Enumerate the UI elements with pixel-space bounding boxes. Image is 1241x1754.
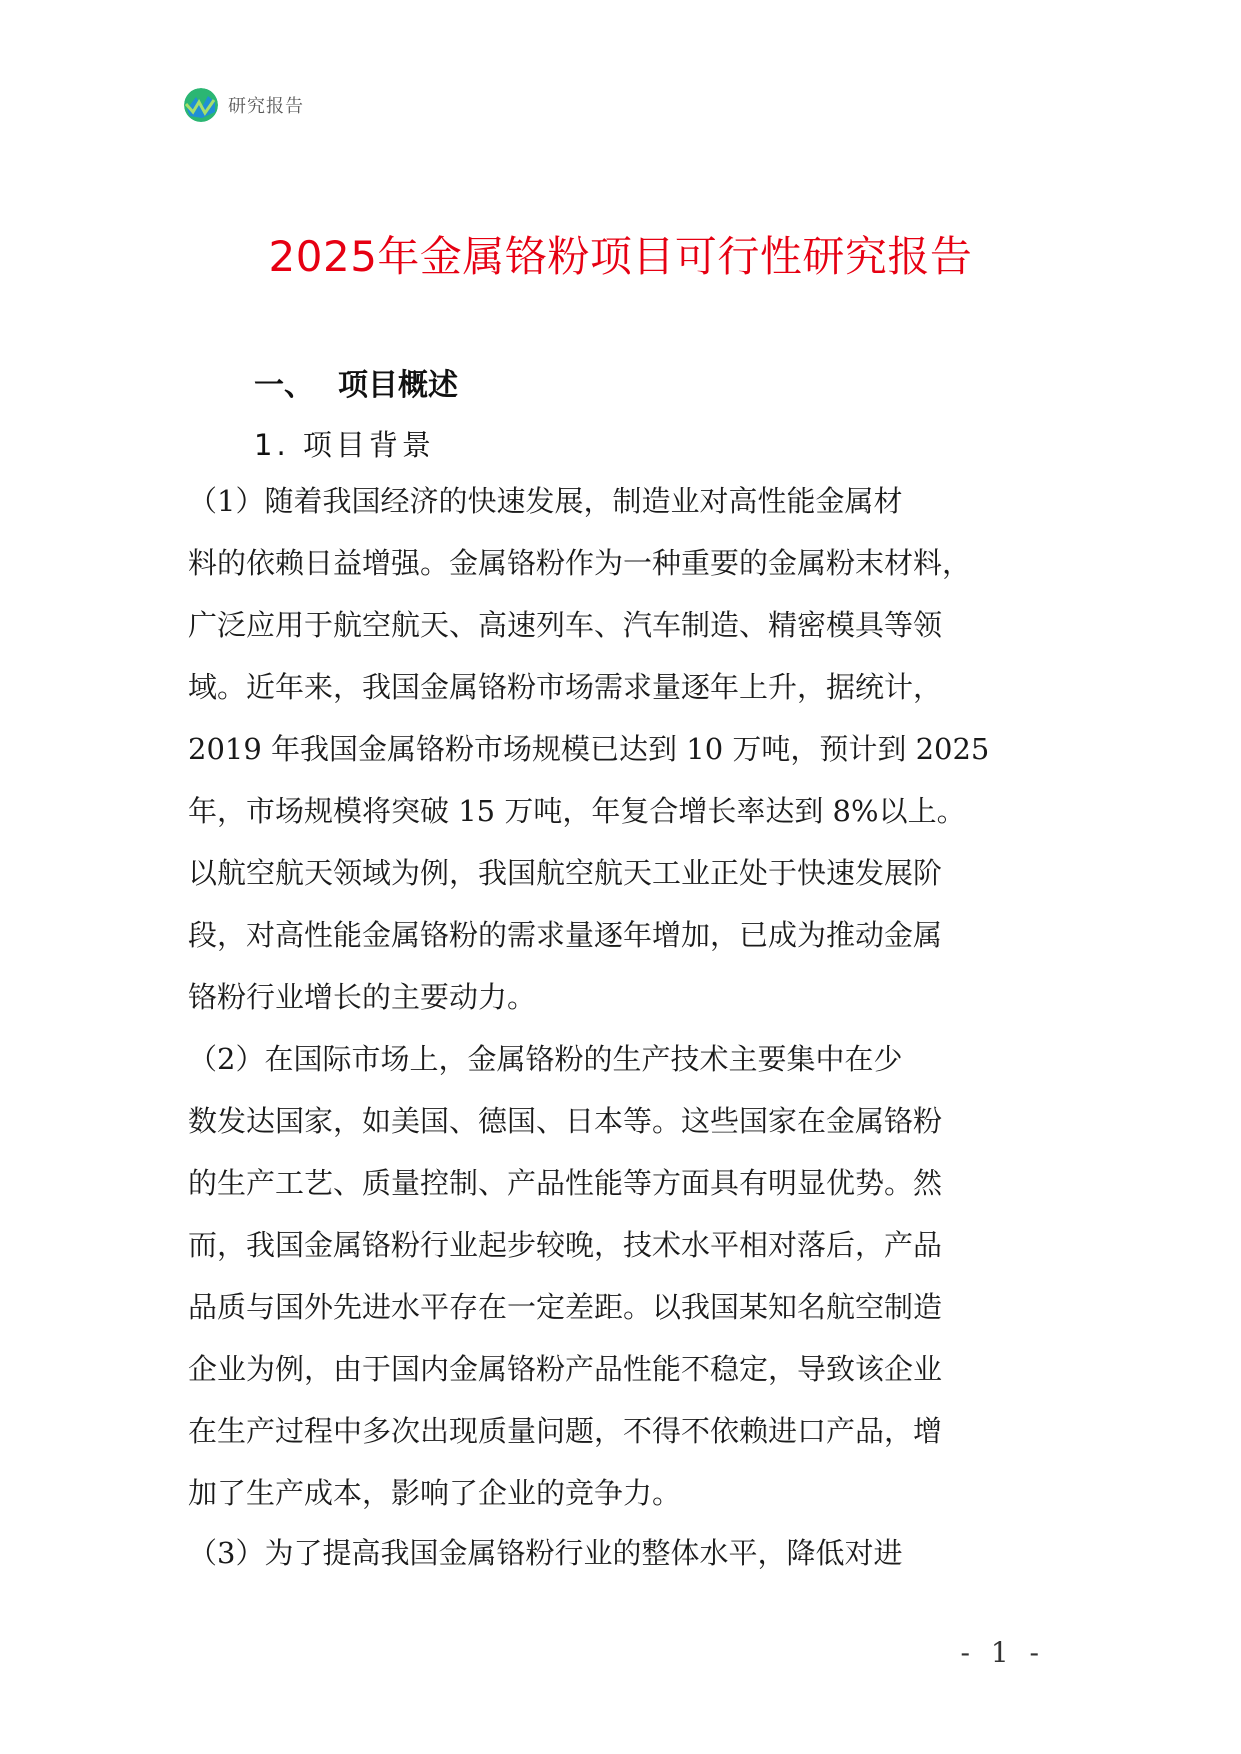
text-line: 加了生产成本，影响了企业的竞争力。 (188, 1476, 682, 1510)
text-line: （3）为了提高我国金属铬粉行业的整体水平，降低对进 (188, 1536, 903, 1570)
paragraph-3 (188, 1522, 1048, 1584)
section-label: 项目概述 (338, 368, 458, 403)
header-label: 研究报告 (228, 96, 304, 117)
text-line: （1）随着我国经济的快速发展，制造业对高性能金属材 (188, 484, 903, 518)
section-heading (254, 360, 458, 404)
text-line: 广泛应用于航空航天、高速列车、汽车制造、精密模具等领 (188, 608, 943, 642)
text-line: 企业为例，由于国内金属铬粉产品性能不稳定，导致该企业 (188, 1352, 943, 1386)
page-header (184, 88, 304, 122)
text-line: 段，对高性能金属铬粉的需求量逐年增加，已成为推动金属 (188, 918, 943, 952)
text-line: 品质与国外先进水平存在一定差距。以我国某知名航空制造 (188, 1290, 943, 1324)
text-line: 年，市场规模将突破 15 万吨，年复合增长率达到 8%以上。 (188, 794, 966, 828)
document-title: 2025年金属铬粉项目可行性研究报告 (268, 232, 973, 281)
text-line: 料的依赖日益增强。金属铬粉作为一种重要的金属粉末材料， (188, 546, 972, 580)
subsection-heading: 1. 项目背景 (254, 428, 435, 462)
text-line: 而，我国金属铬粉行业起步较晚，技术水平相对落后，产品 (188, 1228, 943, 1262)
text-line: 铬粉行业增长的主要动力。 (188, 980, 537, 1014)
text-line: 在生产过程中多次出现质量问题，不得不依赖进口产品，增 (188, 1414, 943, 1448)
text-line: 的生产工艺、质量控制、产品性能等方面具有明显优势。然 (188, 1166, 943, 1200)
text-line: 域。近年来，我国金属铬粉市场需求量逐年上升，据统计， (188, 670, 943, 704)
text-line: 数发达国家，如美国、德国、日本等。这些国家在金属铬粉 (188, 1104, 943, 1138)
paragraph-2 (188, 1028, 1048, 1524)
report-logo-icon (184, 88, 218, 122)
text-line: 2019 年我国金属铬粉市场规模已达到 10 万吨，预计到 2025 (188, 732, 990, 766)
page-number: - 1 - (960, 1636, 1045, 1669)
paragraph-1 (188, 470, 1048, 1028)
section-number: 一、 (254, 368, 314, 403)
text-line: 以航空航天领域为例，我国航空航天工业正处于快速发展阶 (188, 856, 943, 890)
text-line: （2）在国际市场上，金属铬粉的生产技术主要集中在少 (188, 1042, 903, 1076)
